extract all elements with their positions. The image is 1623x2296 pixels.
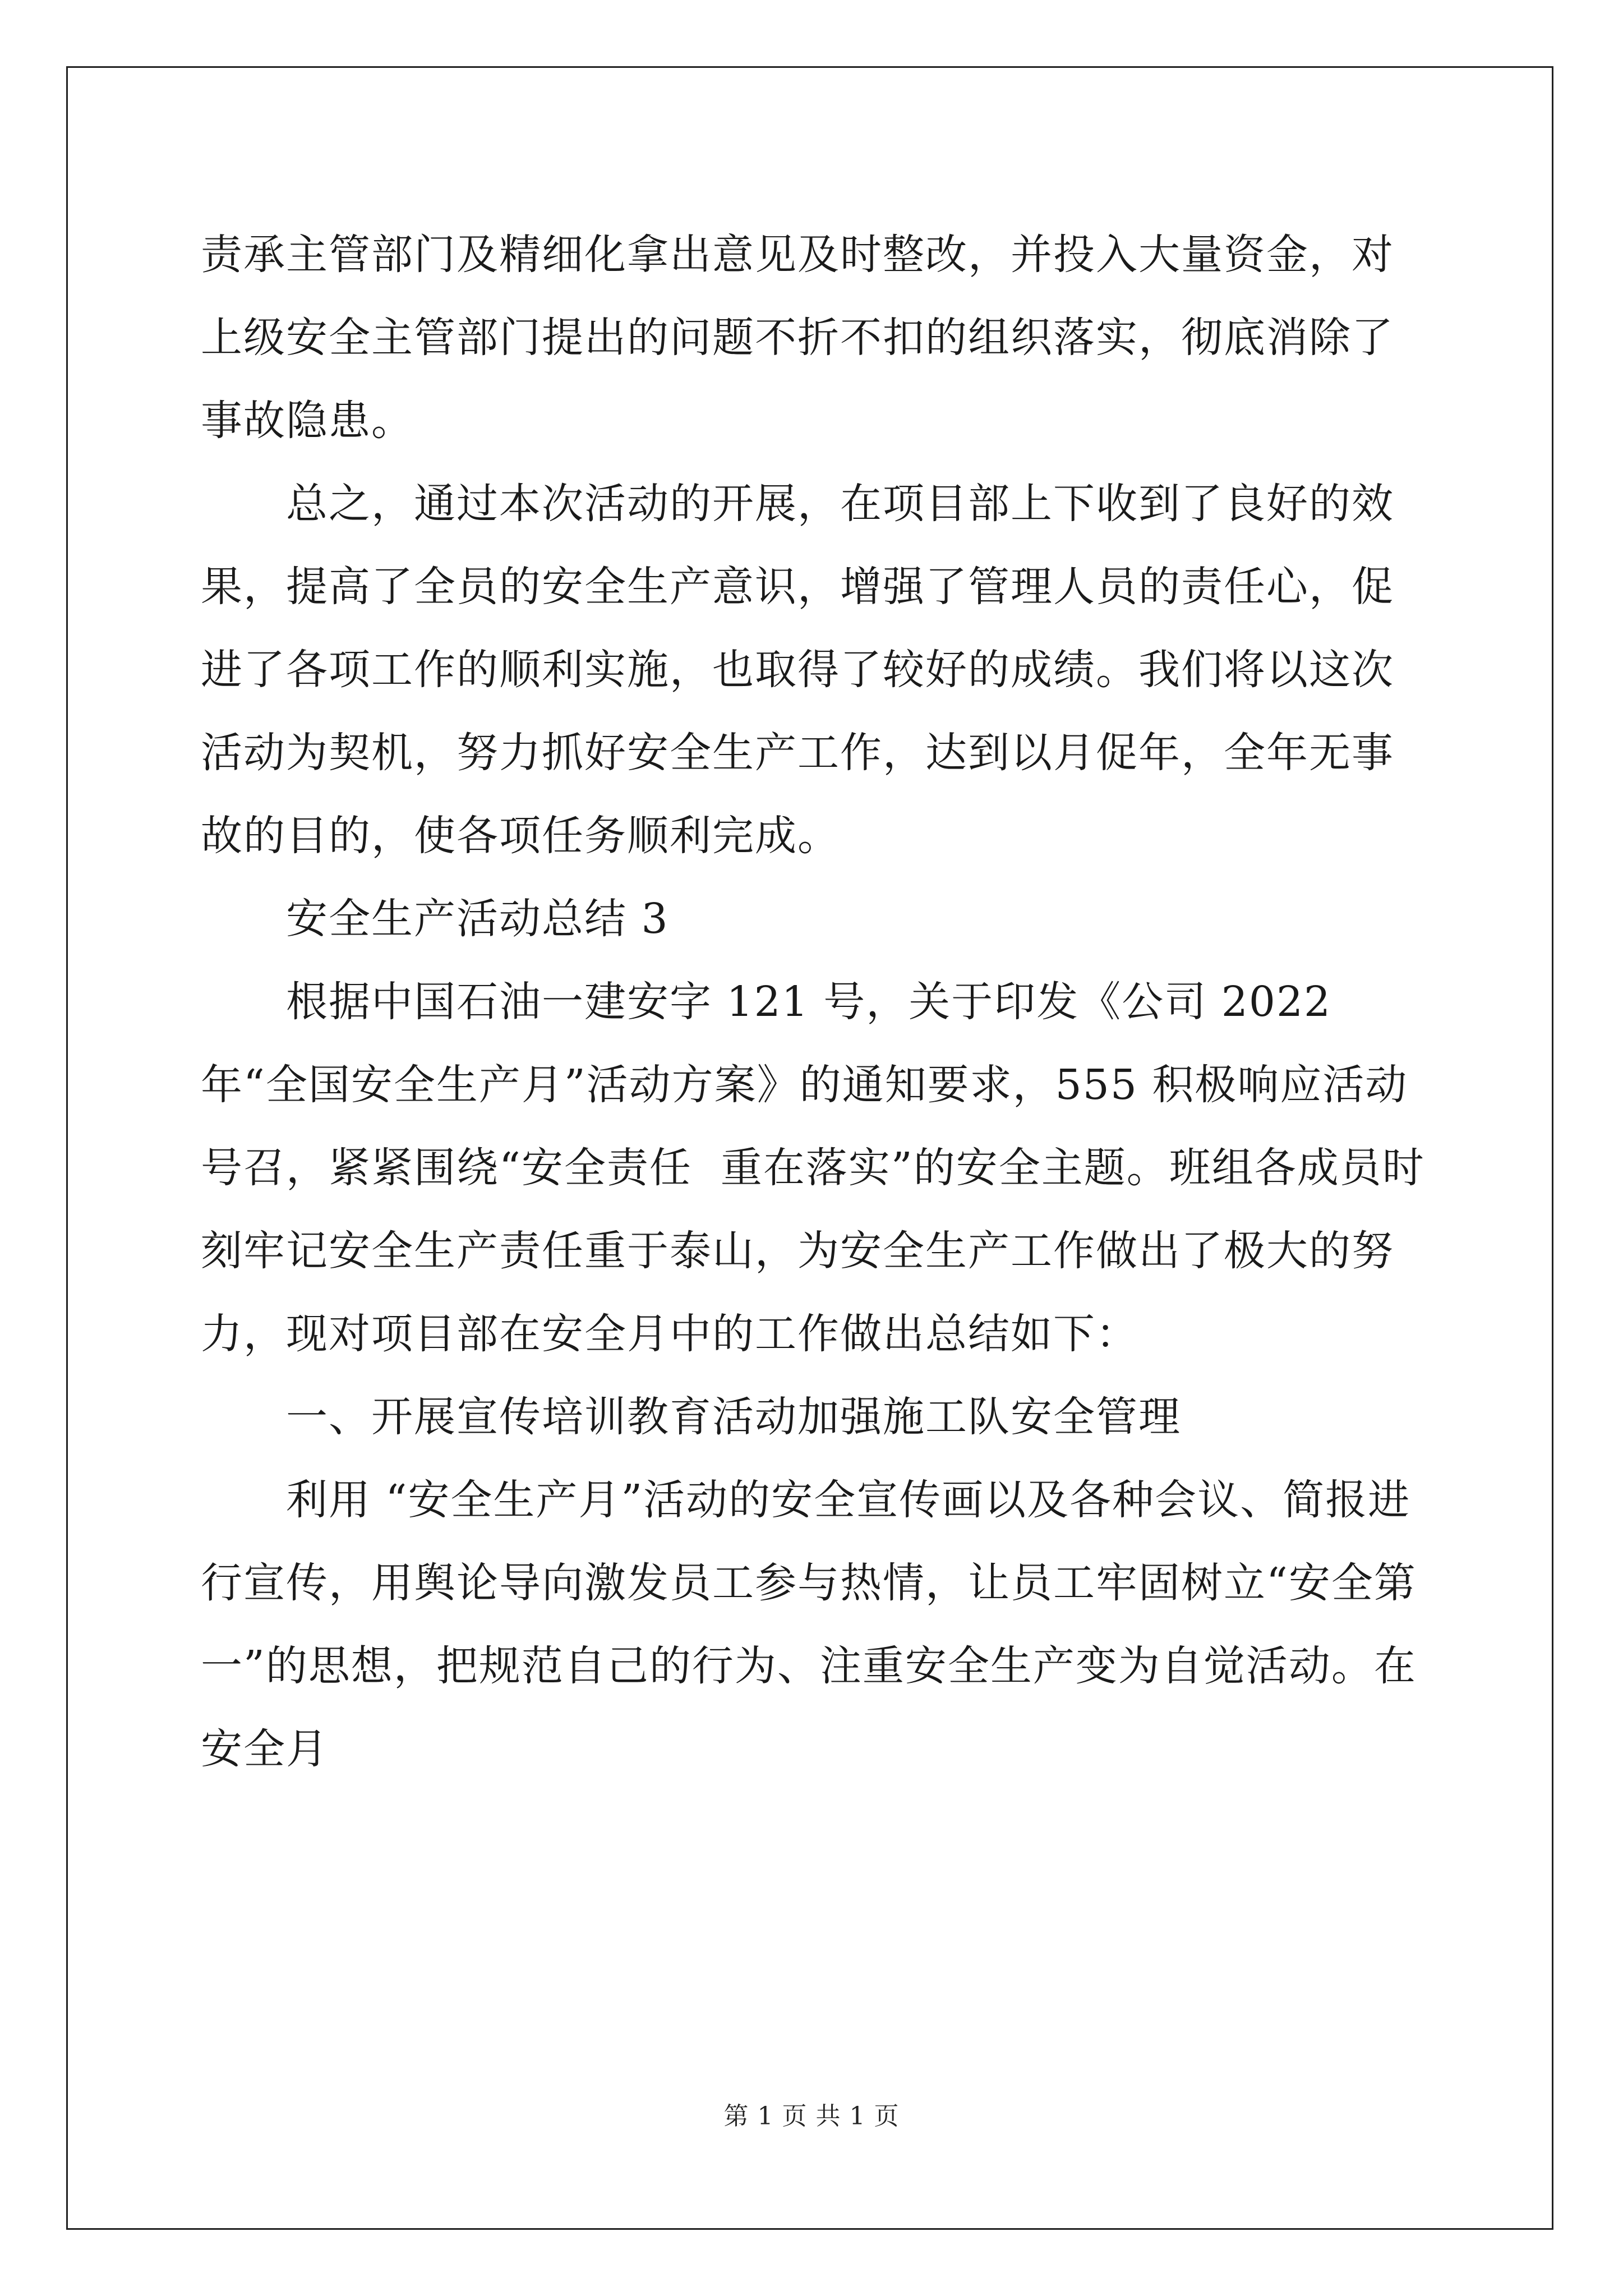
paragraph: 责承主管部门及精细化拿出意见及时整改，并投入大量资金，对上级安全主管部门提出的问题不折不扣的组织落实，彻底消除了事故隐患。	[201, 231, 1394, 445]
section-title: 安全生产活动总结 3	[286, 895, 669, 943]
document-body	[201, 213, 1435, 1791]
subsection-heading: 一、开展宣传培训教育活动加强施工队安全管理	[286, 1393, 1181, 1441]
page-number-footer: 第 1 页 共 1 页	[723, 2102, 900, 2131]
paragraph: 根据中国石油一建安字 121 号，关于印发《公司 2022 年“全国安全生产月”活动方案》的通知要求，555 积极响应活动号召，紧紧围绕“安全责任 重在落实”的安全主题。班组各成员时刻牢记安全生产责任重于泰山，为安全生产工作做出了极大的努力，现对项目部在安全月中的工作做出总结如下：	[201, 978, 1425, 1358]
paragraph: 总之，通过本次活动的开展，在项目部上下收到了良好的效果，提高了全员的安全生产意识，增强了管理人员的责任心，促进了各项工作的顺利实施，也取得了较好的成绩。我们将以这次活动为契机，努力抓好安全生产工作，达到以月促年，全年无事故的目的，使各项任务顺利完成。	[201, 480, 1394, 860]
paragraph: 利用 “安全生产月”活动的安全宣传画以及各种会议、简报进行宣传，用舆论导向激发员工参与热情，让员工牢固树立“安全第一”的思想，把规范自己的行为、注重安全生产变为自觉活动。在安全月	[201, 1476, 1417, 1773]
